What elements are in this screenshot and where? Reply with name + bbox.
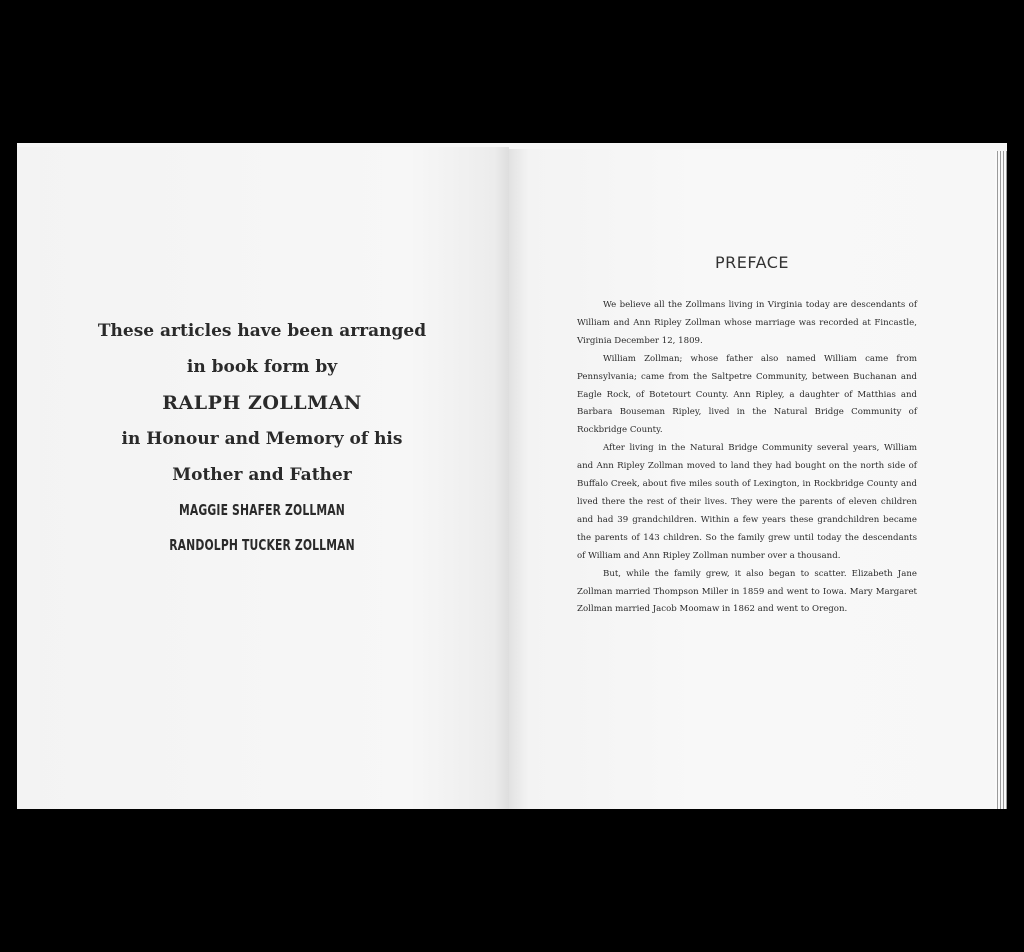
preface-paragraph: William Zollman; whose father also named William came from Pennsylvania; came from the Saltpetre Community, between Buchanan and Eagle Rock, of Botetourt County. Ann Ripley, a daughter of Matthias and Barbara Bouseman Ripley, lived in the Natural Bridge Community of Rockbridge County. bbox=[577, 353, 917, 436]
dedication-line: Mother and Father bbox=[172, 465, 352, 485]
preface-title: PREFACE bbox=[714, 253, 790, 272]
dedication-line: in Honour and Memory of his bbox=[121, 429, 403, 449]
book-spread bbox=[17, 143, 1007, 809]
preface-paragraph: After living in the Natural Bridge Community several years, William and Ann Ripley Zollman moved to land they had bought on the north side of Buffalo Creek, about five miles south of Lexington, in Rockbridge County and lived there the rest of their lives. They were the parents of eleven children and had 39 grandchildren. Within a few years these grandchildren became the parents of 143 children. So the family grew until today the descendants of William and Ann Ripley Zollman number over a thousand. bbox=[577, 443, 917, 561]
dedication-line: These articles have been arranged bbox=[97, 321, 427, 341]
father-name: RANDOLPH TUCKER ZOLLMAN bbox=[169, 536, 355, 554]
left-page bbox=[17, 147, 509, 809]
right-page bbox=[509, 149, 995, 809]
dedication-block bbox=[77, 313, 447, 563]
preface-paragraph: We believe all the Zollmans living in Virginia today are descendants of William and Ann Ripley Zollman whose marriage was recorded at Fincastle, Virginia December 12, 1809. bbox=[577, 300, 917, 346]
mother-name: MAGGIE SHAFER ZOLLMAN bbox=[179, 501, 345, 519]
dedication-line: in book form by bbox=[186, 357, 338, 377]
preface-paragraph: But, while the family grew, it also began to scatter. Elizabeth Jane Zollman married Thompson Miller in 1859 and went to Iowa. Mary Margaret Zollman married Jacob Moomaw in 1862 and went to Oregon. bbox=[577, 568, 917, 615]
honoree-name: RALPH ZOLLMAN bbox=[162, 392, 362, 414]
page-edges bbox=[995, 151, 1007, 809]
preface-body bbox=[577, 297, 917, 619]
